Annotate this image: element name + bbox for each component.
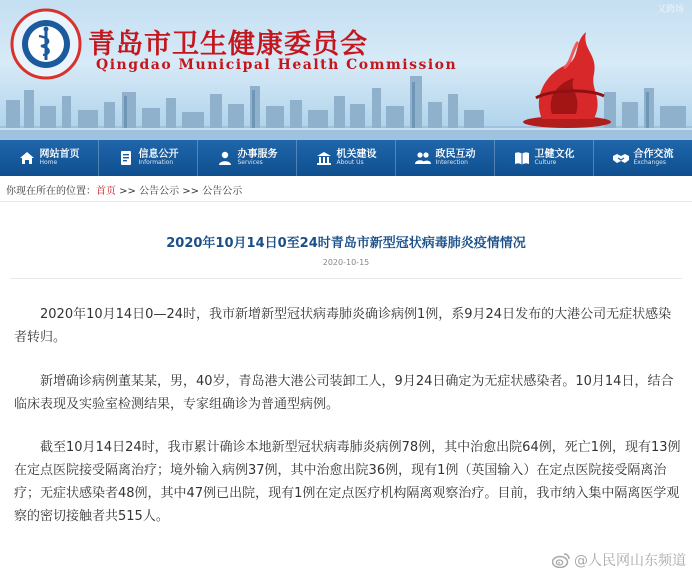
may-fourth-sculpture-image bbox=[512, 24, 622, 129]
breadcrumb bbox=[0, 182, 692, 202]
divider bbox=[10, 278, 682, 279]
breadcrumb-trail[interactable]: >> 公告公示 >> 公告公示 bbox=[116, 186, 243, 197]
article-title: 2020年10月14日0至24时青岛市新型冠状病毒肺炎疫情情况 bbox=[166, 236, 526, 251]
nav-item-home[interactable] bbox=[0, 140, 99, 176]
nav-item-information[interactable] bbox=[99, 140, 198, 176]
nav-item-services[interactable] bbox=[198, 140, 297, 176]
main-nav bbox=[0, 140, 692, 176]
weibo-icon bbox=[552, 553, 570, 568]
nav-sublabel: Interection bbox=[435, 159, 468, 167]
nav-label: 信息公开 bbox=[138, 148, 179, 160]
header-banner bbox=[0, 0, 692, 140]
source-watermark bbox=[552, 550, 686, 570]
article-paragraph: 2020年10月14日0—24时，我市新增新型冠状病毒肺炎确诊病例1例，系9月24日发布的大港公司无症状感染者转归。 bbox=[14, 307, 672, 345]
home-icon bbox=[19, 150, 35, 166]
article-paragraph: 新增确诊病例董某某，男，40岁，青岛港大港公司装卸工人，9月24日确定为无症状感染者。10月14日，结合临床表现及实验室检测结果，专家组确诊为普通型病例。 bbox=[14, 374, 674, 412]
nav-sublabel: Exchanges bbox=[633, 159, 666, 167]
article-paragraph: 截至10月14日24时，我市累计确诊本地新型冠状病毒肺炎病例78例，其中治愈出院64例，死亡1例，现有13例在定点医院接受隔离治疗；境外输入病例37例，其中治愈出院36例，现有1例（英国输入）在定点医院接受隔离治疗；无症状感染者48例，其中47例已出院，现有1例在定点医疗机构隔离观察治疗。目前，我市纳入集中隔离医学观察的密切接触者共515人。 bbox=[14, 440, 681, 524]
book-icon bbox=[514, 150, 530, 166]
nav-item-culture[interactable] bbox=[495, 140, 594, 176]
nav-item-about-us[interactable] bbox=[297, 140, 396, 176]
nav-item-exchanges[interactable] bbox=[594, 140, 692, 176]
nav-sublabel: Information bbox=[138, 159, 174, 167]
nav-label: 机关建设 bbox=[336, 148, 377, 160]
article-date: 2020-10-15 bbox=[322, 258, 370, 267]
nav-label: 办事服务 bbox=[237, 148, 278, 160]
person-icon bbox=[217, 150, 233, 166]
breadcrumb-prefix: 你现在所在的位置： bbox=[6, 186, 96, 197]
nav-label: 合作交流 bbox=[633, 148, 674, 160]
building-icon bbox=[316, 150, 332, 166]
nav-sublabel: Culture bbox=[534, 159, 557, 167]
nav-label: 政民互动 bbox=[435, 148, 476, 160]
commission-logo[interactable] bbox=[10, 8, 82, 80]
people-icon bbox=[415, 150, 431, 166]
nav-sublabel: About Us bbox=[336, 159, 364, 167]
top-watermark: 又跨场 bbox=[656, 5, 684, 15]
watermark-text: @人民网山东频道 bbox=[574, 553, 686, 569]
nav-item-interaction[interactable] bbox=[396, 140, 495, 176]
nav-sublabel: Services bbox=[237, 159, 263, 167]
breadcrumb-home-link[interactable]: 首页 bbox=[96, 186, 116, 197]
nav-label: 网站首页 bbox=[39, 148, 80, 160]
document-icon bbox=[118, 150, 134, 166]
site-title: 青岛市卫生健康委员会 bbox=[88, 29, 368, 60]
nav-label: 卫健文化 bbox=[534, 148, 575, 160]
handshake-icon bbox=[613, 150, 629, 166]
nav-sublabel: Home bbox=[39, 159, 58, 167]
site-subtitle: Qingdao Municipal Health Commission bbox=[96, 57, 458, 73]
